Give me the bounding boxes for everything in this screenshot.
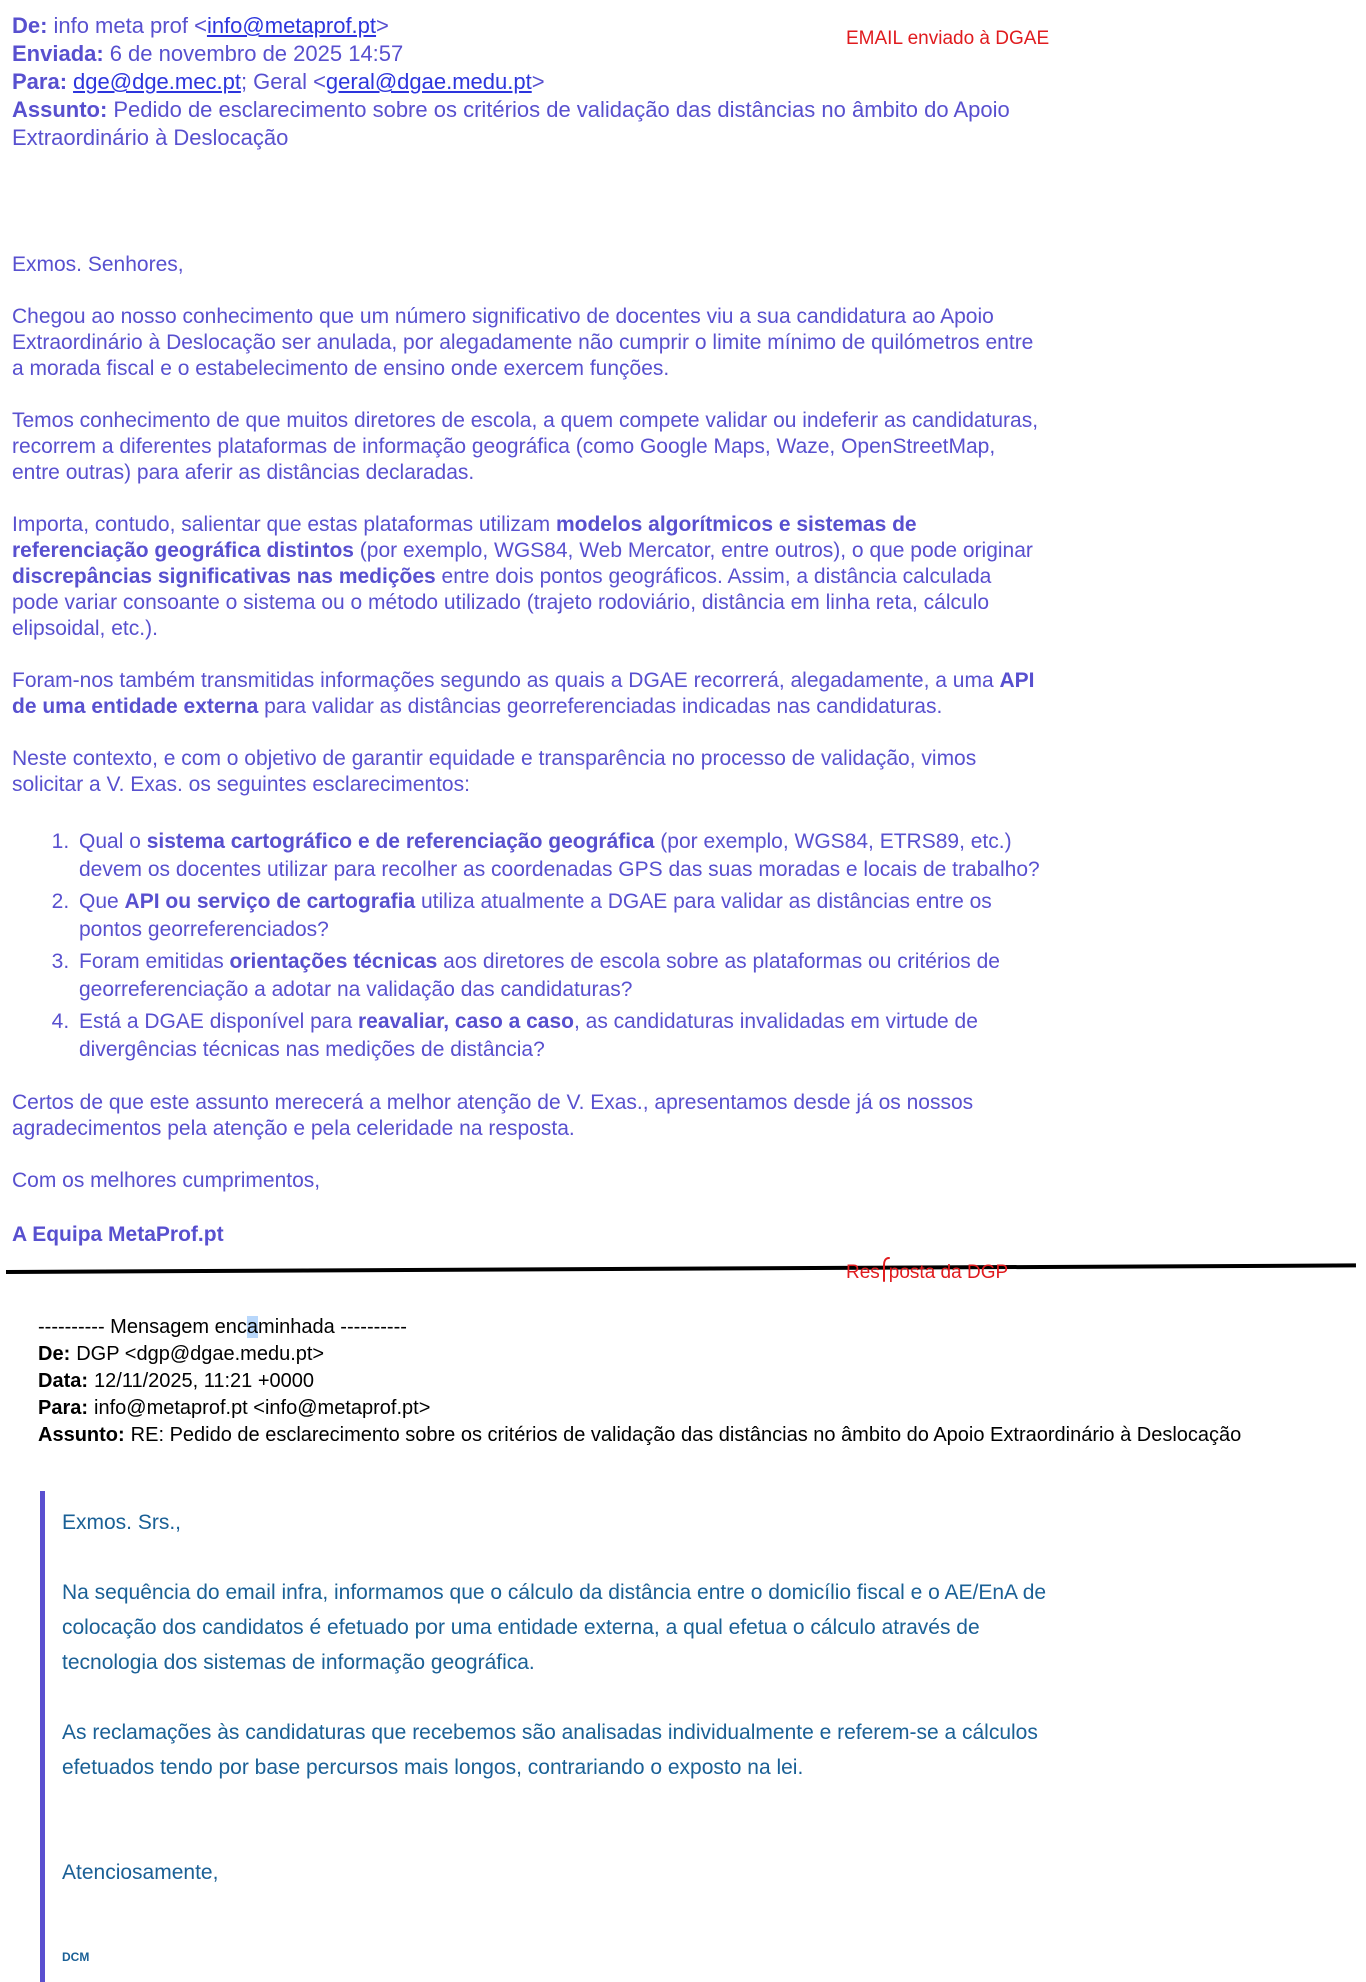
recipient-email-link-1[interactable]: dge@dge.mec.pt xyxy=(73,69,241,94)
sent-label: Enviada: xyxy=(12,41,104,66)
reply-salutation: Exmos. Srs., xyxy=(62,1511,182,1534)
to-label: Para: xyxy=(12,69,68,94)
sent-datetime: 6 de novembro de 2025 14:57 xyxy=(109,41,404,66)
reply-valediction: Atenciosamente, xyxy=(62,1861,219,1884)
annotation-email-sent-label: EMAIL enviado à DGAE xyxy=(846,28,1050,49)
question-item-3: 3. Foram emitidas orientações técnicas aos diretores de escola sobre as plataformas ou critérios de georreferenciação a adotar na validação das candidaturas? xyxy=(75,948,1042,1004)
from-label: De: xyxy=(12,13,48,38)
question-item-1: 1. Qual o sistema cartográfico e de referenciação geográfica (por exemplo, WGS84, ETRS89, etc.) devem os docentes utilizar para recolher as coordenadas GPS das suas moradas e locais de trabalho? xyxy=(75,828,1042,884)
questions-list xyxy=(12,828,1042,1064)
recipient-mid-text: ; Geral < xyxy=(240,69,326,94)
paragraph-5: Neste contexto, e com o objetivo de garantir equidade e transparência no processo de validação, vimos solicitar a V. Exas. os seguintes esclarecimentos: xyxy=(12,747,977,796)
forwarded-from-line xyxy=(38,1341,1278,1368)
annotation-reply-text-after: posta da DGP xyxy=(888,1262,1009,1283)
reply-paragraph-1: Na sequência do email infra, informamos que o cálculo da distância entre o domicílio fiscal e o AE/EnA de colocação dos candidatos é efetuado por uma entidade externa, a qual efetua o cálculo através de tecnologia dos sistemas de informação geográfica. xyxy=(62,1581,1047,1674)
header-subject-line xyxy=(12,96,1042,152)
reply-paragraph-2: As reclamações às candidaturas que recebemos são analisadas individualmente e referem-se a cálculos efetuados tendo por base percursos mais longos, contrariando o exposto na lei. xyxy=(62,1721,1038,1779)
recipient-email-link-2[interactable]: geral@dgae.medu.pt xyxy=(325,69,532,94)
signature: A Equipa MetaProf.pt xyxy=(12,1223,224,1246)
subject-label: Assunto: xyxy=(12,97,108,122)
forwarded-subject-label: Assunto: xyxy=(38,1424,125,1446)
header-to-line xyxy=(12,68,1042,96)
forwarded-date-label: Data: xyxy=(38,1370,89,1392)
forwarded-from-value: DGP <dgp@dgae.medu.pt> xyxy=(76,1343,325,1365)
salutation: Exmos. Senhores, xyxy=(12,253,184,276)
sender-angle-close: > xyxy=(376,13,389,38)
forwarded-date-value: 12/11/2025, 11:21 +0000 xyxy=(94,1370,315,1392)
paragraph-3: Importa, contudo, salientar que estas plataformas utilizam modelos algorítmicos e sistemas de referenciação geográfica distintos (por exemplo, WGS84, Web Mercator, entre outros), o que pode originar discrepâncias significativas nas medições entre dois pontos geográficos. Assim, a distância calculada pode variar consoante o sistema ou o método utilizado (trajeto rodoviário, distância em linha reta, cálculo elipsoidal, etc.). xyxy=(12,513,1033,640)
subject-text: Pedido de esclarecimento sobre os critérios de validação das distâncias no âmbito do Apoio Extraordinário à Deslocação xyxy=(12,97,1010,150)
closing-paragraph: Certos de que este assunto merecerá a melhor atenção de V. Exas., apresentamos desde já os nossos agradecimentos pela atenção e pela celeridade na resposta. xyxy=(12,1091,974,1140)
forwarded-date-line xyxy=(38,1368,1278,1395)
sender-name: info meta prof < xyxy=(53,13,207,38)
forwarded-subject-value: RE: Pedido de esclarecimento sobre os critérios de validação das distâncias no âmbito do Apoio Extraordinário à Deslocação xyxy=(130,1424,1242,1446)
dgp-reply-quote xyxy=(40,1491,1047,1982)
recipient-angle-close: > xyxy=(531,69,545,94)
forwarded-to-label: Para: xyxy=(38,1397,89,1419)
forwarded-subject-line xyxy=(38,1422,1278,1449)
forwarded-from-label: De: xyxy=(38,1343,71,1365)
annotation-reply-text-before: Res xyxy=(846,1262,880,1283)
question-item-2: 2. Que API ou serviço de cartografia utiliza atualmente a DGAE para validar as distâncias entre os pontos georreferenciados? xyxy=(75,888,1042,944)
paragraph-2: Temos conhecimento de que muitos diretores de escola, a quem compete validar ou indeferir as candidaturas, recorrem a diferentes plataformas de informação geográfica (como Google Maps, Waze, OpenStreetMap, entre outras) para aferir as distâncias declaradas. xyxy=(12,409,1039,484)
question-item-4: 4. Está a DGAE disponível para reavaliar, caso a caso, as candidaturas invalidadas em virtude de divergências técnicas nas medições de distância? xyxy=(75,1008,1042,1064)
paragraph-4: Foram-nos também transmitidas informações segundo as quais a DGAE recorrerá, alegadamente, a uma API de uma entidade externa para validar as distâncias georreferenciadas indicadas nas candidaturas. xyxy=(12,669,1035,718)
forwarded-separator: ---------- Mensagem encaminhada ---------- xyxy=(38,1316,407,1338)
sender-email-link[interactable]: info@metaprof.pt xyxy=(206,13,377,38)
original-email xyxy=(0,0,1042,1248)
annotation-dgp-reply-label xyxy=(846,1256,1008,1284)
forwarded-to-line xyxy=(38,1395,1278,1422)
valediction: Com os melhores cumprimentos, xyxy=(12,1169,321,1192)
separator-line xyxy=(6,1263,1356,1274)
paragraph-1: Chegou ao nosso conhecimento que um número significativo de docentes viu a sua candidatura ao Apoio Extraordinário à Deslocação ser anulada, por alegadamente não cumprir o limite mínimo de quilómetros entre a morada fiscal e o estabelecimento de ensino onde exercem funções. xyxy=(12,305,1034,380)
forwarded-message-header xyxy=(38,1314,1278,1449)
reply-initials: DCM xyxy=(62,1950,90,1964)
forwarded-to-value: info@metaprof.pt <info@metaprof.pt> xyxy=(94,1397,431,1419)
